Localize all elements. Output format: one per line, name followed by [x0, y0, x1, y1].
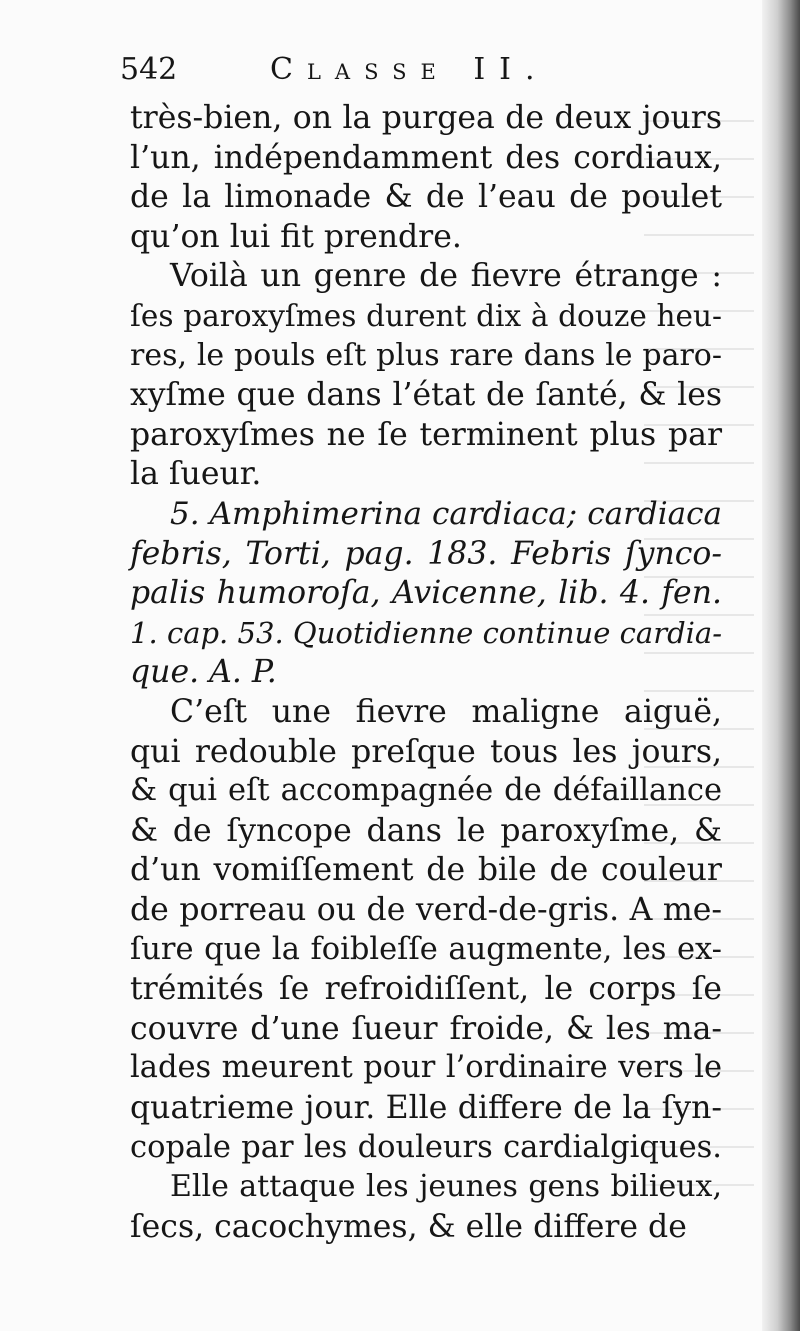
text-line: quatrieme jour. Elle differe de la ſyn- — [130, 1090, 722, 1126]
text-line: ſes paroxyſmes durent dix à douze heu- — [130, 299, 722, 333]
text-line: d’un vomiſſement de bile de couleur — [130, 852, 722, 888]
running-head: Classe II. — [270, 52, 549, 87]
text-line: copale par les douleurs cardialgiques. — [130, 1130, 722, 1165]
text-line: trémités ſe refroidiſſent, le corps ſe — [130, 971, 722, 1007]
text-line: que. A. P. — [130, 654, 277, 690]
text-line: palis humoroſa, Avicenne, lib. 4. fen. — [130, 575, 722, 611]
text-line: ſecs, cacochymes, & elle differe de — [130, 1209, 687, 1245]
text-line: paroxyſmes ne ſe terminent plus par — [130, 417, 722, 453]
text-line: très-bien, on la purgea de deux jours — [130, 100, 722, 136]
text-line: couvre d’une ſueur froide, & les ma- — [130, 1011, 722, 1047]
text-line: & qui eſt accompagnée de défaillance — [130, 773, 722, 808]
text-line: l’un, indépendamment des cordiaux, — [130, 140, 722, 176]
text-line: qu’on lui fit prendre. — [130, 219, 462, 255]
text-line: qui redouble preſque tous les jours, — [130, 734, 722, 770]
text-line: & de ſyncope dans le paroxyſme, & — [130, 813, 722, 849]
text-line: xyſme que dans l’état de ſanté, & les — [130, 377, 722, 413]
text-line: C’eſt une fievre maligne aiguë, — [170, 694, 722, 730]
text-line: lades meurent pour l’ordinaire vers le — [130, 1050, 722, 1085]
text-line: de la limonade & de l’eau de poulet — [130, 179, 722, 215]
text-line: Voilà un genre de fievre étrange : — [170, 258, 722, 294]
text-line: 5. Amphimerina cardiaca; cardiaca — [170, 496, 722, 532]
page-number: 542 — [120, 52, 178, 87]
text-line: ſure que la foibleſſe augmente, les ex- — [130, 932, 722, 967]
page-edge-shadow — [762, 0, 800, 1331]
text-line: 1. cap. 53. Quotidienne continue cardia- — [130, 616, 722, 650]
text-line: res, le pouls eſt plus rare dans le paro- — [130, 338, 722, 373]
text-line: de porreau ou de verd-de-gris. A me- — [130, 892, 722, 928]
text-line: la ſueur. — [130, 456, 262, 492]
text-line: Elle attaque les jeunes gens bilieux, — [170, 1169, 722, 1204]
text-line: febris, Torti, pag. 183. Febris ſynco- — [130, 536, 722, 572]
page-header — [120, 48, 720, 92]
